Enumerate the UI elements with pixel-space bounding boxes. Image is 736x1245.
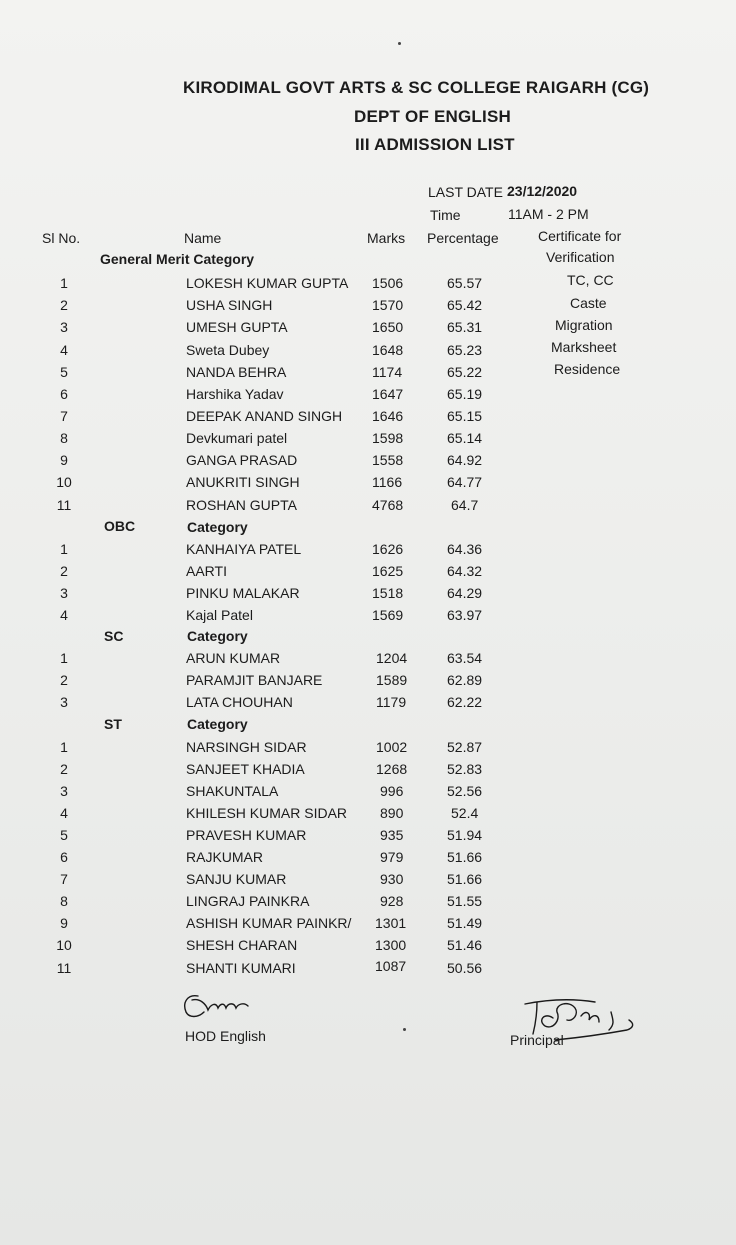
row-name: LOKESH KUMAR GUPTA	[186, 275, 349, 291]
time-value: 11AM - 2 PM	[508, 206, 589, 222]
category-heading-general: General Merit Category	[100, 251, 255, 267]
row-percentage: 62.89	[447, 672, 483, 688]
certificate-item: Marksheet	[551, 339, 617, 355]
row-percentage: 65.57	[447, 275, 483, 291]
row-percentage: 52.83	[447, 761, 483, 777]
row-name: KANHAIYA PATEL	[186, 541, 302, 557]
row-name: SANJEET KHADIA	[186, 761, 305, 777]
row-sl: 9	[60, 452, 68, 468]
row-marks: 1570	[372, 297, 404, 313]
hod-label: HOD English	[185, 1028, 266, 1044]
row-sl: 11	[56, 960, 72, 976]
row-name: AARTI	[186, 563, 227, 579]
principal-label: Principal	[510, 1032, 564, 1048]
row-sl: 2	[60, 761, 68, 777]
row-percentage: 65.22	[447, 364, 483, 380]
department-title: DEPT OF ENGLISH	[354, 107, 511, 126]
time-label: Time	[430, 207, 461, 223]
row-name: SHANTI KUMARI	[186, 960, 296, 976]
row-sl: 1	[60, 275, 68, 291]
row-name: LINGRAJ PAINKRA	[186, 893, 310, 909]
col-certificate-line1: Certificate for	[538, 228, 622, 244]
row-name: SANJU KUMAR	[186, 871, 287, 887]
last-date-label: LAST DATE	[428, 184, 503, 200]
col-percentage: Percentage	[427, 230, 499, 246]
row-marks: 996	[380, 783, 404, 799]
row-percentage: 52.4	[451, 805, 479, 821]
col-certificate-line2: Verification	[546, 249, 615, 265]
row-name: NANDA BEHRA	[186, 364, 287, 380]
col-marks: Marks	[367, 230, 406, 246]
category-prefix-obc: OBC	[104, 518, 136, 534]
row-marks: 1569	[372, 607, 404, 623]
row-marks: 930	[380, 871, 404, 887]
row-percentage: 64.7	[451, 497, 479, 513]
row-percentage: 65.14	[447, 430, 483, 446]
col-sl-no: Sl No.	[42, 230, 81, 246]
row-name: LATA CHOUHAN	[186, 694, 293, 710]
row-name: ROSHAN GUPTA	[186, 497, 297, 513]
certificate-item: TC, CC	[567, 272, 614, 288]
row-marks: 1625	[372, 563, 404, 579]
row-sl: 4	[60, 342, 68, 358]
row-percentage: 64.36	[447, 541, 483, 557]
col-name: Name	[184, 230, 222, 246]
row-marks: 1506	[372, 275, 404, 291]
row-name: SHAKUNTALA	[186, 783, 279, 799]
row-name: Sweta Dubey	[186, 342, 270, 358]
row-sl: 4	[60, 805, 68, 821]
row-percentage: 52.56	[447, 783, 483, 799]
row-name: NARSINGH SIDAR	[186, 739, 307, 755]
row-name: Devkumari patel	[186, 430, 288, 446]
category-heading-obc: Category	[187, 519, 248, 535]
certificate-item: Residence	[554, 361, 621, 377]
row-name: ASHISH KUMAR PAINKR/	[186, 915, 352, 931]
row-percentage: 63.97	[447, 607, 483, 623]
category-heading-sc: Category	[187, 628, 248, 644]
row-name: ANUKRITI SINGH	[186, 474, 300, 490]
row-sl: 7	[60, 871, 68, 887]
row-marks: 1002	[376, 739, 408, 755]
row-name: PINKU MALAKAR	[186, 585, 300, 601]
row-percentage: 64.77	[447, 474, 483, 490]
row-marks: 1166	[372, 474, 403, 490]
college-title: KIRODIMAL GOVT ARTS & SC COLLEGE RAIGARH (CG)	[183, 78, 650, 97]
row-percentage: 51.55	[447, 893, 483, 909]
row-name: KHILESH KUMAR SIDAR	[186, 805, 348, 821]
row-sl: 3	[60, 585, 68, 601]
row-percentage: 64.32	[447, 563, 483, 579]
certificate-item: Caste	[570, 295, 607, 311]
row-marks: 1174	[372, 364, 403, 380]
row-marks: 1179	[376, 694, 407, 710]
row-sl: 8	[60, 430, 68, 446]
row-name: DEEPAK ANAND SINGH	[186, 408, 343, 424]
row-percentage: 51.94	[447, 827, 483, 843]
row-marks: 1268	[376, 761, 408, 777]
row-sl: 8	[60, 893, 68, 909]
row-name: ARUN KUMAR	[186, 650, 281, 666]
row-marks: 1087	[375, 958, 407, 974]
row-name: UMESH GUPTA	[186, 319, 288, 335]
row-sl: 5	[60, 827, 68, 843]
row-name: Kajal Patel	[186, 607, 253, 623]
row-sl: 7	[60, 408, 68, 424]
paper-speck	[398, 42, 401, 45]
row-marks: 1626	[372, 541, 404, 557]
row-marks: 1647	[372, 386, 404, 402]
row-sl: 1	[60, 541, 68, 557]
row-sl: 10	[56, 937, 72, 953]
row-marks: 1301	[375, 915, 407, 931]
row-percentage: 63.54	[447, 650, 483, 666]
row-sl: 11	[56, 497, 72, 513]
row-name: RAJKUMAR	[186, 849, 264, 865]
row-sl: 1	[60, 650, 68, 666]
row-percentage: 52.87	[447, 739, 483, 755]
row-marks: 1589	[376, 672, 408, 688]
row-sl: 5	[60, 364, 68, 380]
row-sl: 10	[56, 474, 72, 490]
row-name: USHA SINGH	[186, 297, 273, 313]
row-marks: 928	[380, 893, 404, 909]
category-prefix-st: ST	[104, 716, 122, 732]
row-name: PRAVESH KUMAR	[186, 827, 307, 843]
row-name: GANGA PRASAD	[186, 452, 298, 468]
row-marks: 1300	[375, 937, 407, 953]
row-percentage: 65.31	[447, 319, 483, 335]
row-marks: 1648	[372, 342, 404, 358]
row-marks: 1598	[372, 430, 404, 446]
row-percentage: 64.92	[447, 452, 483, 468]
row-marks: 979	[380, 849, 404, 865]
row-percentage: 50.56	[447, 960, 483, 976]
row-name: SHESH CHARAN	[186, 937, 298, 953]
row-percentage: 64.29	[447, 585, 483, 601]
row-marks: 1204	[376, 650, 408, 666]
row-percentage: 65.42	[447, 297, 483, 313]
row-sl: 2	[60, 563, 68, 579]
row-sl: 9	[60, 915, 68, 931]
row-sl: 4	[60, 607, 68, 623]
row-marks: 1646	[372, 408, 404, 424]
certificate-item: Migration	[555, 317, 613, 333]
row-sl: 6	[60, 386, 68, 402]
row-name: PARAMJIT BANJARE	[186, 672, 323, 688]
row-percentage: 51.66	[447, 871, 483, 887]
row-percentage: 51.66	[447, 849, 483, 865]
row-marks: 1650	[372, 319, 404, 335]
row-sl: 3	[60, 694, 68, 710]
row-sl: 1	[60, 739, 68, 755]
row-sl: 2	[60, 672, 68, 688]
row-marks: 1518	[372, 585, 404, 601]
hod-signature	[178, 988, 268, 1028]
row-sl: 3	[60, 319, 68, 335]
category-prefix-sc: SC	[104, 628, 124, 644]
row-name: Harshika Yadav	[186, 386, 284, 402]
row-marks: 1558	[372, 452, 404, 468]
row-percentage: 65.19	[447, 386, 483, 402]
row-percentage: 65.15	[447, 408, 483, 424]
row-marks: 890	[380, 805, 404, 821]
category-heading-st: Category	[187, 716, 248, 732]
row-marks: 935	[380, 827, 404, 843]
paper-speck	[403, 1028, 406, 1031]
row-sl: 2	[60, 297, 68, 313]
row-percentage: 65.23	[447, 342, 483, 358]
list-title: III ADMISSION LIST	[355, 135, 515, 154]
row-percentage: 51.46	[447, 937, 483, 953]
row-sl: 6	[60, 849, 68, 865]
row-sl: 3	[60, 783, 68, 799]
row-percentage: 51.49	[447, 915, 483, 931]
row-marks: 4768	[372, 497, 404, 513]
row-percentage: 62.22	[447, 694, 483, 710]
last-date-value: 23/12/2020	[507, 183, 578, 199]
